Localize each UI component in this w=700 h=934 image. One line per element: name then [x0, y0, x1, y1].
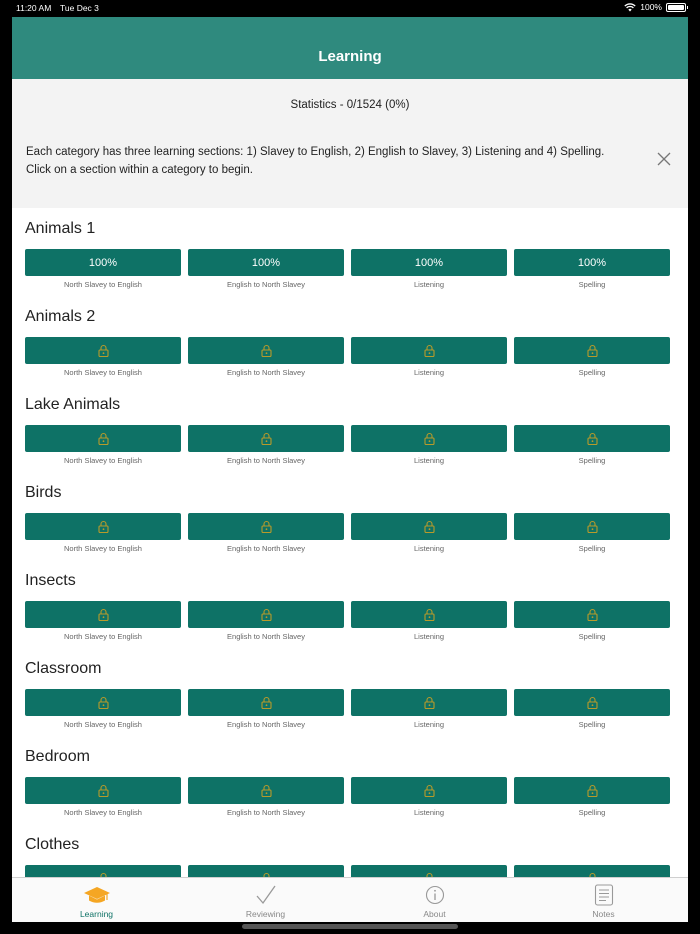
lock-icon	[98, 696, 109, 709]
checkmark-icon	[253, 884, 279, 906]
graduation-cap-icon	[84, 884, 110, 906]
section-button[interactable]	[351, 337, 507, 364]
category-title: Birds	[25, 484, 62, 501]
status-time: 11:20 AM	[16, 3, 52, 13]
section-label: Spelling	[578, 544, 606, 553]
category-1	[25, 296, 675, 384]
lock-icon	[424, 784, 435, 797]
wifi-icon	[624, 3, 636, 12]
section-label: Spelling	[578, 720, 606, 729]
lock-icon	[261, 432, 272, 445]
page-title: Learning	[318, 48, 382, 65]
category-title: Bedroom	[25, 748, 90, 765]
tab-label: About	[423, 909, 446, 919]
section-item	[188, 249, 344, 289]
info-line-2: Click on a section within a category to begin.	[26, 164, 253, 176]
app-window	[12, 17, 688, 922]
section-label: English to North Slavey	[227, 280, 305, 289]
lock-icon	[424, 432, 435, 445]
lock-icon	[424, 344, 435, 357]
lock-icon	[261, 784, 272, 797]
section-item	[188, 777, 344, 817]
section-button[interactable]	[351, 513, 507, 540]
section-label: English to North Slavey	[227, 632, 305, 641]
category-sections	[25, 249, 675, 289]
section-item	[25, 513, 181, 553]
lock-icon	[587, 696, 598, 709]
section-item	[188, 425, 344, 465]
section-label: English to North Slavey	[227, 720, 305, 729]
section-label: Listening	[413, 280, 445, 289]
section-button[interactable]	[514, 513, 670, 540]
section-label: Listening	[413, 808, 445, 817]
lock-icon	[98, 608, 109, 621]
category-sections	[25, 689, 675, 729]
section-button[interactable]	[188, 425, 344, 452]
tab-about[interactable]	[350, 878, 519, 922]
section-button[interactable]	[188, 513, 344, 540]
category-2	[25, 384, 675, 472]
lock-icon	[424, 520, 435, 533]
section-button[interactable]	[514, 777, 670, 804]
lock-icon	[261, 520, 272, 533]
section-button[interactable]	[188, 777, 344, 804]
section-item	[25, 249, 181, 289]
section-item	[514, 689, 670, 729]
section-button[interactable]	[188, 337, 344, 364]
section-item	[351, 689, 507, 729]
section-item	[514, 337, 670, 377]
section-button[interactable]	[188, 601, 344, 628]
navigation-bar	[12, 17, 688, 79]
lock-icon	[587, 784, 598, 797]
statistics-text: Statistics - 0/1524 (0%)	[290, 98, 410, 111]
section-label: Listening	[413, 544, 445, 553]
battery-icon	[666, 3, 686, 12]
category-list[interactable]	[12, 208, 688, 878]
section-button[interactable]	[188, 689, 344, 716]
tab-notes[interactable]	[519, 878, 688, 922]
category-5	[25, 648, 675, 736]
tab-bar	[12, 877, 688, 922]
section-button[interactable]	[25, 513, 181, 540]
lock-icon	[587, 344, 598, 357]
section-button[interactable]	[351, 777, 507, 804]
category-6	[25, 736, 675, 824]
section-item	[351, 777, 507, 817]
category-sections	[25, 513, 675, 553]
section-button[interactable]: 100%	[25, 249, 181, 276]
section-button[interactable]	[25, 601, 181, 628]
section-label: Listening	[413, 456, 445, 465]
category-title: Insects	[25, 572, 76, 589]
section-label: North Slavey to English	[64, 808, 142, 817]
section-label: English to North Slavey	[227, 544, 305, 553]
lock-icon	[98, 344, 109, 357]
section-button[interactable]	[25, 425, 181, 452]
category-sections	[25, 601, 675, 641]
section-item	[188, 513, 344, 553]
tab-label: Learning	[79, 909, 114, 919]
notes-icon	[591, 884, 617, 906]
lock-icon	[261, 696, 272, 709]
section-item	[514, 425, 670, 465]
section-item	[351, 337, 507, 377]
section-button[interactable]	[514, 337, 670, 364]
section-item	[351, 425, 507, 465]
tab-label: Reviewing	[245, 909, 286, 919]
section-label: Spelling	[578, 280, 606, 289]
lock-icon	[98, 432, 109, 445]
section-label: North Slavey to English	[64, 720, 142, 729]
category-sections	[25, 425, 675, 465]
section-button[interactable]	[514, 425, 670, 452]
section-button[interactable]: 100%	[514, 249, 670, 276]
category-title: Animals 1	[25, 220, 96, 237]
status-bar	[0, 0, 700, 16]
section-button[interactable]	[25, 777, 181, 804]
lock-icon	[261, 608, 272, 621]
section-label: Spelling	[578, 456, 606, 465]
section-item	[188, 689, 344, 729]
info-banner	[12, 130, 688, 208]
statistics-bar	[12, 79, 688, 130]
tab-learning[interactable]	[12, 878, 181, 922]
home-indicator	[242, 924, 458, 929]
lock-icon	[261, 344, 272, 357]
section-label: Listening	[413, 720, 445, 729]
section-item	[25, 689, 181, 729]
section-button[interactable]	[514, 601, 670, 628]
section-item	[25, 425, 181, 465]
tab-label: Notes	[592, 909, 615, 919]
category-4	[25, 560, 675, 648]
section-button[interactable]	[25, 689, 181, 716]
category-title: Classroom	[25, 660, 102, 677]
category-0	[25, 208, 675, 296]
close-icon[interactable]	[656, 151, 672, 167]
lock-icon	[587, 432, 598, 445]
category-title: Animals 2	[25, 308, 96, 325]
section-item	[514, 513, 670, 553]
status-date: Tue Dec 3	[60, 3, 99, 13]
section-item	[351, 513, 507, 553]
section-item	[188, 337, 344, 377]
section-item	[514, 249, 670, 289]
section-button[interactable]	[351, 601, 507, 628]
tab-reviewing[interactable]	[181, 878, 350, 922]
section-button[interactable]	[351, 425, 507, 452]
section-button[interactable]	[351, 689, 507, 716]
category-title: Lake Animals	[25, 396, 121, 413]
section-label: Listening	[413, 632, 445, 641]
section-label: Listening	[413, 368, 445, 377]
section-item	[25, 601, 181, 641]
category-3	[25, 472, 675, 560]
section-button[interactable]	[514, 689, 670, 716]
status-right	[624, 2, 686, 12]
section-button[interactable]: 100%	[351, 249, 507, 276]
section-item	[188, 601, 344, 641]
section-item	[351, 249, 507, 289]
section-label: North Slavey to English	[64, 368, 142, 377]
lock-icon	[587, 520, 598, 533]
lock-icon	[587, 608, 598, 621]
section-item	[25, 777, 181, 817]
category-title: Clothes	[25, 836, 80, 853]
section-item	[514, 601, 670, 641]
section-label: English to North Slavey	[227, 368, 305, 377]
section-button[interactable]: 100%	[188, 249, 344, 276]
section-label: English to North Slavey	[227, 808, 305, 817]
lock-icon	[98, 784, 109, 797]
category-sections	[25, 777, 675, 817]
section-item	[25, 337, 181, 377]
section-label: North Slavey to English	[64, 280, 142, 289]
lock-icon	[424, 608, 435, 621]
battery-percent: 100%	[640, 2, 662, 12]
section-item	[514, 777, 670, 817]
info-icon	[422, 884, 448, 906]
lock-icon	[424, 696, 435, 709]
section-label: Spelling	[578, 808, 606, 817]
section-label: English to North Slavey	[227, 456, 305, 465]
lock-icon	[98, 520, 109, 533]
section-item	[351, 601, 507, 641]
category-sections	[25, 337, 675, 377]
section-label: Spelling	[578, 368, 606, 377]
section-label: North Slavey to English	[64, 456, 142, 465]
section-label: Spelling	[578, 632, 606, 641]
section-label: North Slavey to English	[64, 632, 142, 641]
section-label: North Slavey to English	[64, 544, 142, 553]
info-line-1: Each category has three learning sections: 1) Slavey to English, 2) English to Slavey, 3) Listening and 4) Spelling.	[26, 146, 605, 158]
section-button[interactable]	[25, 337, 181, 364]
